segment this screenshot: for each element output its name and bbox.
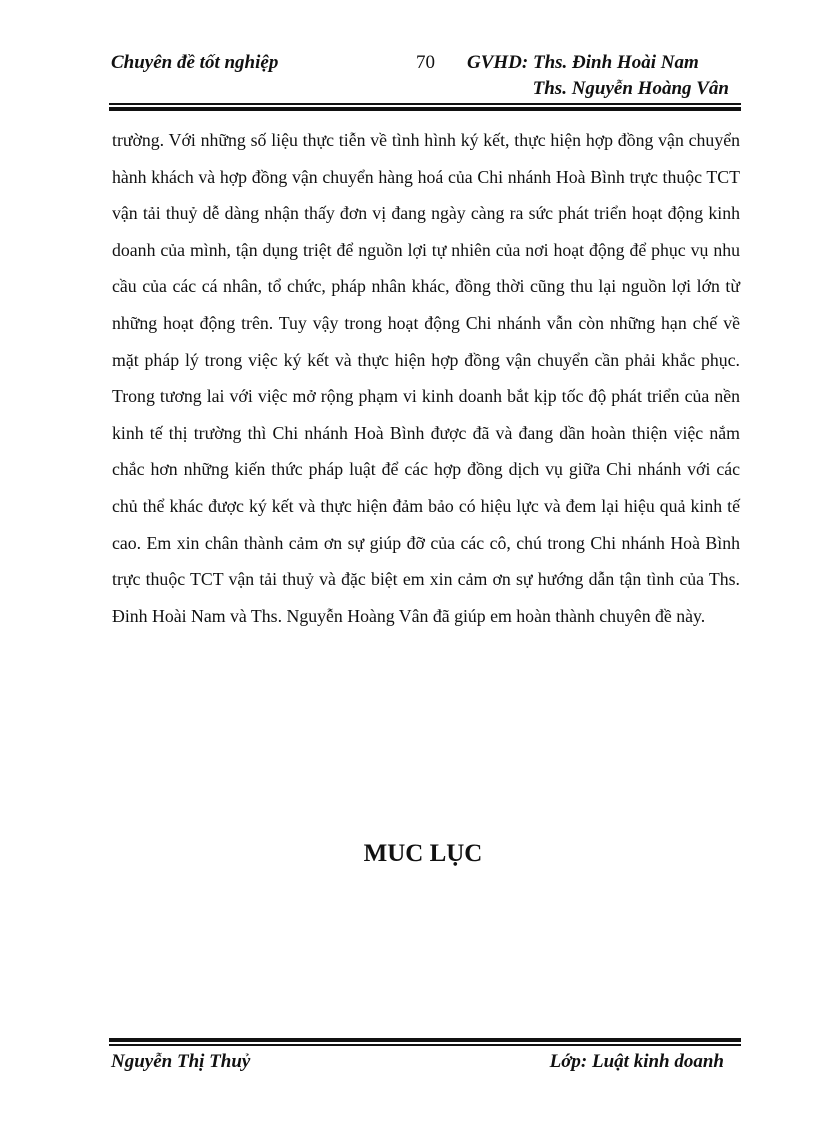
- footer-author: Nguyễn Thị Thuỷ: [111, 1051, 251, 1072]
- header-thesis-label: Chuyên đề tốt nghiệp: [111, 52, 279, 73]
- section-title: MUC LỤC: [363, 840, 483, 867]
- header-advisor-line1: GVHD: Ths. Đinh Hoài Nam: [467, 52, 699, 73]
- footer-class: Lớp: Luật kinh doanh: [549, 1051, 724, 1072]
- header-advisor-line2: Ths. Nguyễn Hoàng Vân: [532, 78, 729, 99]
- page-number: 70: [416, 52, 435, 73]
- footer-rule-thick: [109, 1038, 741, 1042]
- footer-rule-thin: [109, 1044, 741, 1046]
- conclusion-paragraph: trường. Với những số liệu thực tiễn về tình hình ký kết, thực hiện hợp đồng vận chuyển hành khách và hợp đồng vận chuyển hàng hoá của Chi nhánh Hoà Bình trực thuộc TCT vận tải thuỷ dễ dàng nhận thấy đơn vị đang ngày càng ra sức phát triển hoạt động kinh doanh của mình, tận dụng triệt để nguồn lợi tự nhiên của nơi hoạt động để phục vụ nhu cầu của các cá nhân, tổ chức, pháp nhân khác, đồng thời cũng thu lại nguồn lợi lớn từ những hoạt động trên. Tuy vậy trong hoạt động Chi nhánh vẫn còn những hạn chế về mặt pháp lý trong việc ký kết và thực hiện hợp đồng vận chuyển cần phải khắc phục. Trong tương lai với việc mở rộng phạm vi kinh doanh bắt kịp tốc độ phát triển của nền kinh tế thị trường thì Chi nhánh Hoà Bình được đã và đang dần hoàn thiện việc nắm chắc hơn những kiến thức pháp luật để các hợp đồng dịch vụ giữa Chi nhánh với các chủ thể khác được ký kết và thực hiện đảm bảo có hiệu lực và đem lại hiệu quả kinh tế cao. Em xin chân thành cảm ơn sự giúp đỡ của các cô, chú trong Chi nhánh Hoà Bình trực thuộc TCT vận tải thuỷ và đặc biệt em xin cảm ơn sự hướng dẫn tận tình của Ths. Đinh Hoài Nam và Ths. Nguyễn Hoàng Vân đã giúp em hoàn thành chuyên đề này.: [112, 130, 740, 626]
- header-rule-thick: [109, 107, 741, 111]
- header-rule-thin: [109, 103, 741, 105]
